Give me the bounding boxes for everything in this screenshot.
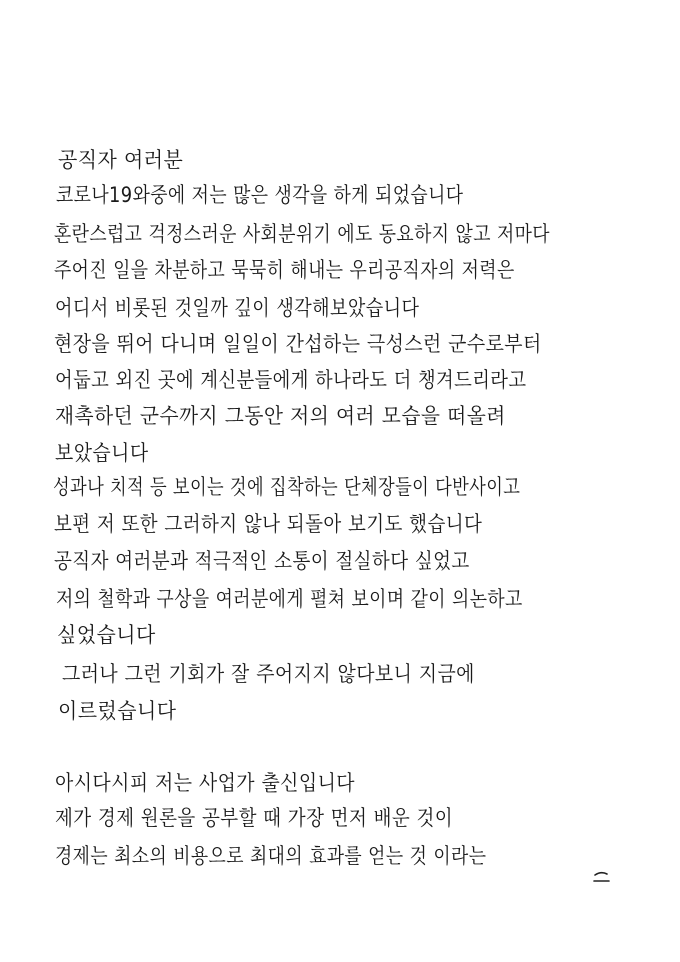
page-number-mark bbox=[593, 870, 611, 884]
letter-line: 아시다시피 저는 사업가 출신입니다 bbox=[55, 771, 355, 795]
letter-line: 어둡고 외진 곳에 계신분들에게 하나라도 더 챙겨드리라고 bbox=[55, 368, 527, 392]
letter-line: 저의 철학과 구상을 여러분에게 펼쳐 보이며 같이 의논하고 bbox=[56, 587, 523, 611]
letter-line: 코로나19와중에 저는 많은 생각을 하게 되었습니다 bbox=[56, 183, 464, 207]
letter-line: 싶었습니다 bbox=[57, 623, 156, 647]
letter-line: 보았습니다 bbox=[55, 441, 149, 465]
letter-line: 혼란스럽고 걱정스러운 사회분위기 에도 동요하지 않고 저마다 bbox=[54, 222, 550, 246]
letter-line: 성과나 치적 등 보이는 것에 집착하는 단체장들이 다반사이고 bbox=[53, 475, 521, 499]
letter-line: 제가 경제 원론을 공부할 때 가장 먼저 배운 것이 bbox=[55, 806, 454, 830]
letter-line: 경제는 최소의 비용으로 최대의 효과를 얻는 것 이라는 bbox=[55, 844, 487, 868]
letter-line: 공직자 여러분 bbox=[58, 148, 184, 172]
letter-line: 현장을 뛰어 다니며 일일이 간섭하는 극성스런 군수로부터 bbox=[54, 332, 542, 356]
letter-line: 어디서 비롯된 것일까 깊이 생각해보았습니다 bbox=[55, 296, 420, 320]
letter-line: 그러나 그런 기회가 잘 주어지지 않다보니 지금에 bbox=[62, 662, 475, 686]
letter-line: 보편 저 또한 그러하지 않나 되돌아 보기도 했습니다 bbox=[54, 512, 483, 536]
letter-line: 이르렀습니다 bbox=[58, 699, 177, 723]
letter-line: 공직자 여러분과 적극적인 소통이 절실하다 싶었고 bbox=[54, 549, 470, 573]
letter-line: 재촉하던 군수까지 그동안 저의 여러 모습을 떠올려 bbox=[55, 404, 506, 428]
letter-line: 주어진 일을 차분하고 묵묵히 해내는 우리공직자의 저력은 bbox=[54, 258, 515, 282]
